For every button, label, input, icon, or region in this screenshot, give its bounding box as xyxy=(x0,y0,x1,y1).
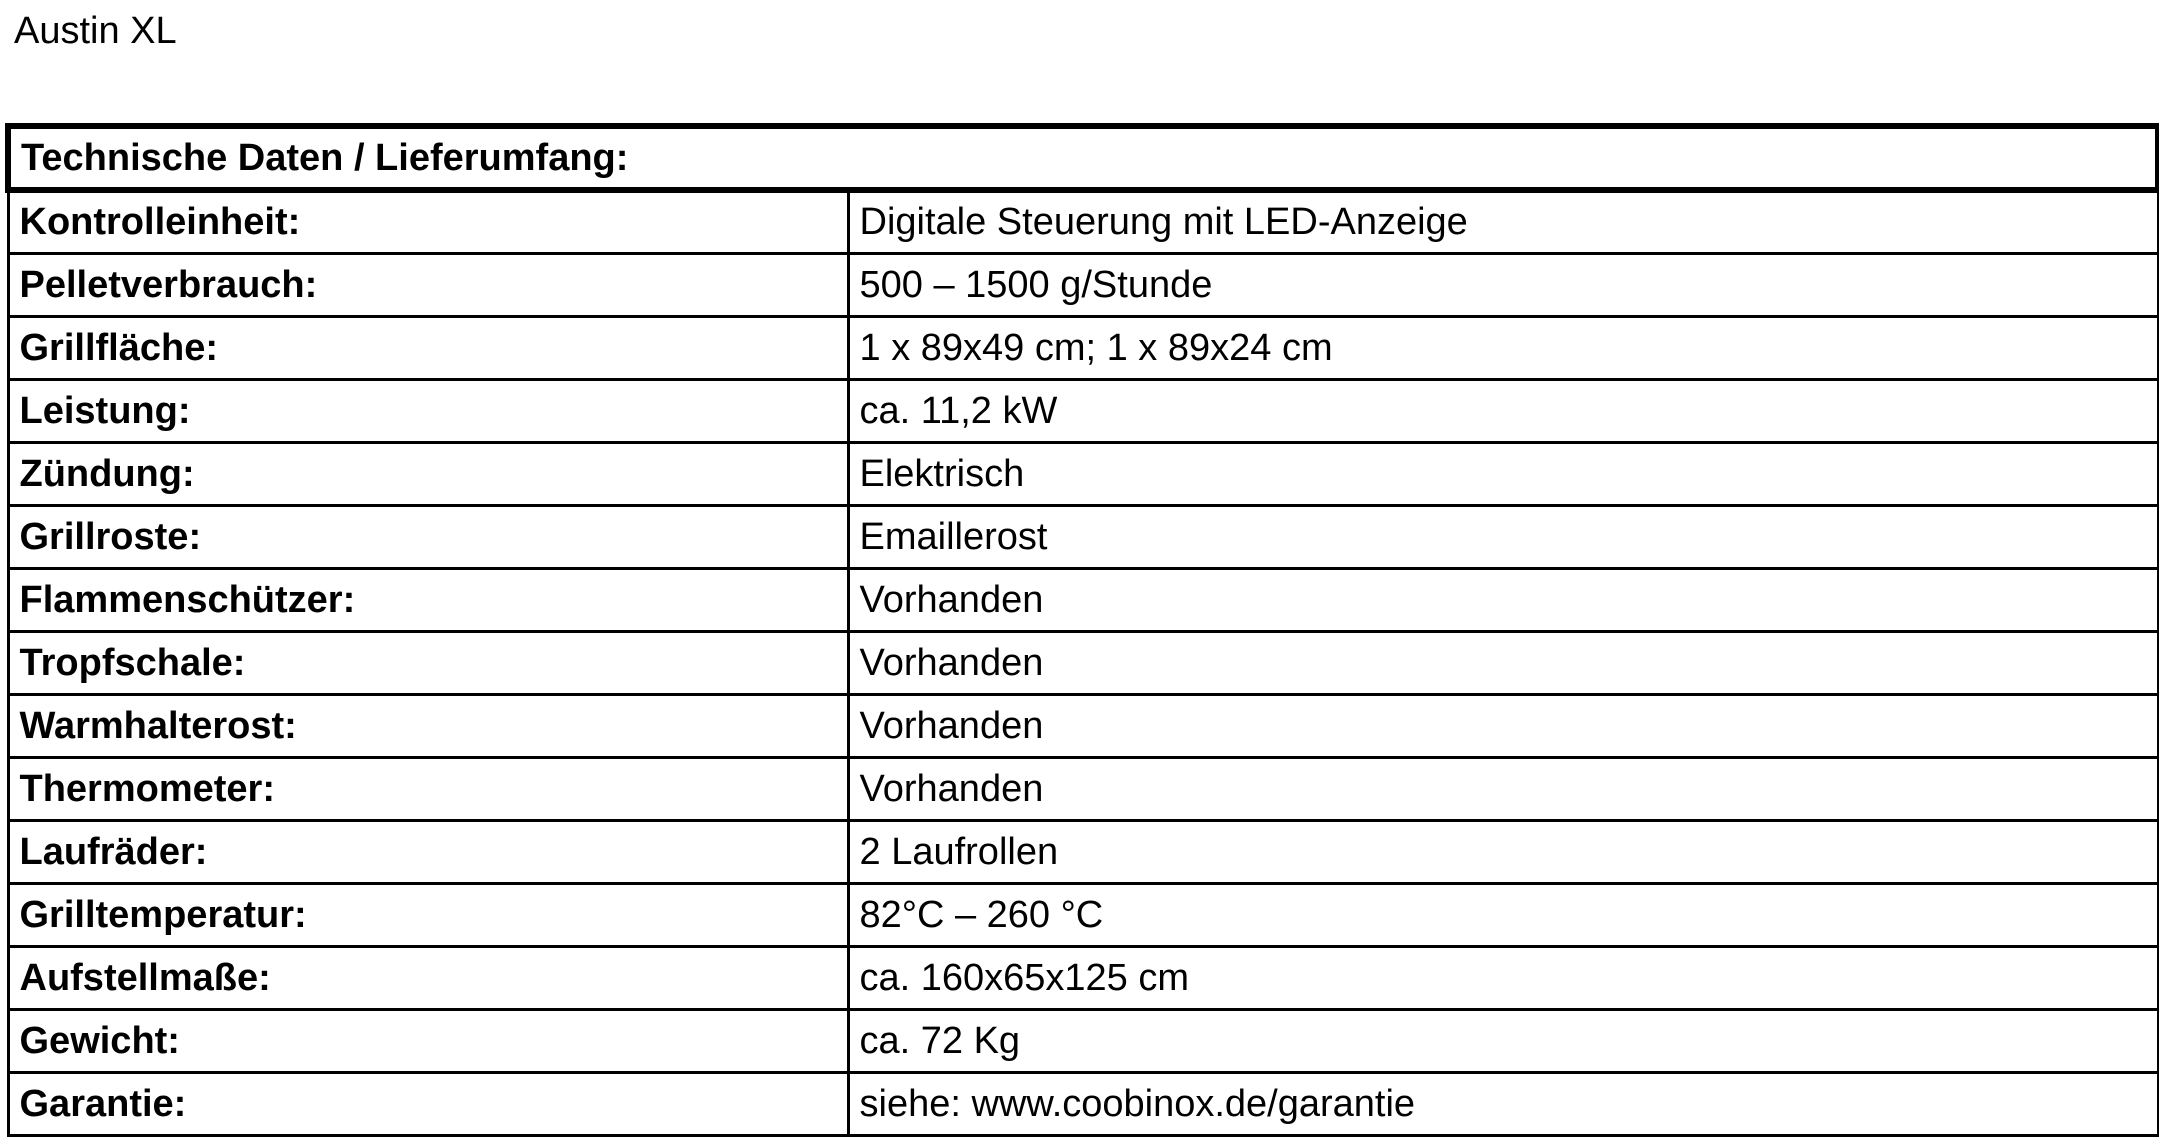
row-value: Digitale Steuerung mit LED-Anzeige xyxy=(848,190,2158,253)
table-row xyxy=(8,883,2158,946)
row-value: Vorhanden xyxy=(848,757,2158,820)
table-row xyxy=(8,694,2158,757)
row-label: Warmhalterost: xyxy=(8,694,848,757)
row-label: Gewicht: xyxy=(8,1009,848,1072)
row-label: Kontrolleinheit: xyxy=(8,190,848,253)
row-value: ca. 72 Kg xyxy=(848,1009,2158,1072)
document-title: Austin XL xyxy=(14,10,177,52)
row-label: Garantie: xyxy=(8,1072,848,1135)
table-row xyxy=(8,1072,2158,1135)
spec-table xyxy=(5,123,2159,1137)
row-label: Tropfschale: xyxy=(8,631,848,694)
table-row xyxy=(8,1009,2158,1072)
row-value: siehe: www.coobinox.de/garantie xyxy=(848,1072,2158,1135)
row-label: Grillfläche: xyxy=(8,316,848,379)
row-value: ca. 160x65x125 cm xyxy=(848,946,2158,1009)
row-value: Emaillerost xyxy=(848,505,2158,568)
table-row xyxy=(8,253,2158,316)
table-row xyxy=(8,946,2158,1009)
row-label: Grilltemperatur: xyxy=(8,883,848,946)
row-label: Thermometer: xyxy=(8,757,848,820)
table-row xyxy=(8,757,2158,820)
row-label: Zündung: xyxy=(8,442,848,505)
row-value: 2 Laufrollen xyxy=(848,820,2158,883)
row-value: ca. 11,2 kW xyxy=(848,379,2158,442)
row-value: Vorhanden xyxy=(848,694,2158,757)
table-row xyxy=(8,379,2158,442)
row-label: Pelletverbrauch: xyxy=(8,253,848,316)
row-value: 500 – 1500 g/Stunde xyxy=(848,253,2158,316)
row-value: Vorhanden xyxy=(848,568,2158,631)
table-row xyxy=(8,442,2158,505)
row-label: Flammenschützer: xyxy=(8,568,848,631)
row-value: Vorhanden xyxy=(848,631,2158,694)
row-label: Grillroste: xyxy=(8,505,848,568)
row-value: 1 x 89x49 cm; 1 x 89x24 cm xyxy=(848,316,2158,379)
table-row xyxy=(8,820,2158,883)
table-row xyxy=(8,190,2158,253)
table-row xyxy=(8,505,2158,568)
table-header: Technische Daten / Lieferumfang: xyxy=(8,126,2158,190)
row-value: 82°C – 260 °C xyxy=(848,883,2158,946)
table-row xyxy=(8,631,2158,694)
row-label: Laufräder: xyxy=(8,820,848,883)
row-value: Elektrisch xyxy=(848,442,2158,505)
table-header-row xyxy=(8,126,2158,190)
table-row xyxy=(8,568,2158,631)
row-label: Leistung: xyxy=(8,379,848,442)
row-label: Aufstellmaße: xyxy=(8,946,848,1009)
table-row xyxy=(8,316,2158,379)
